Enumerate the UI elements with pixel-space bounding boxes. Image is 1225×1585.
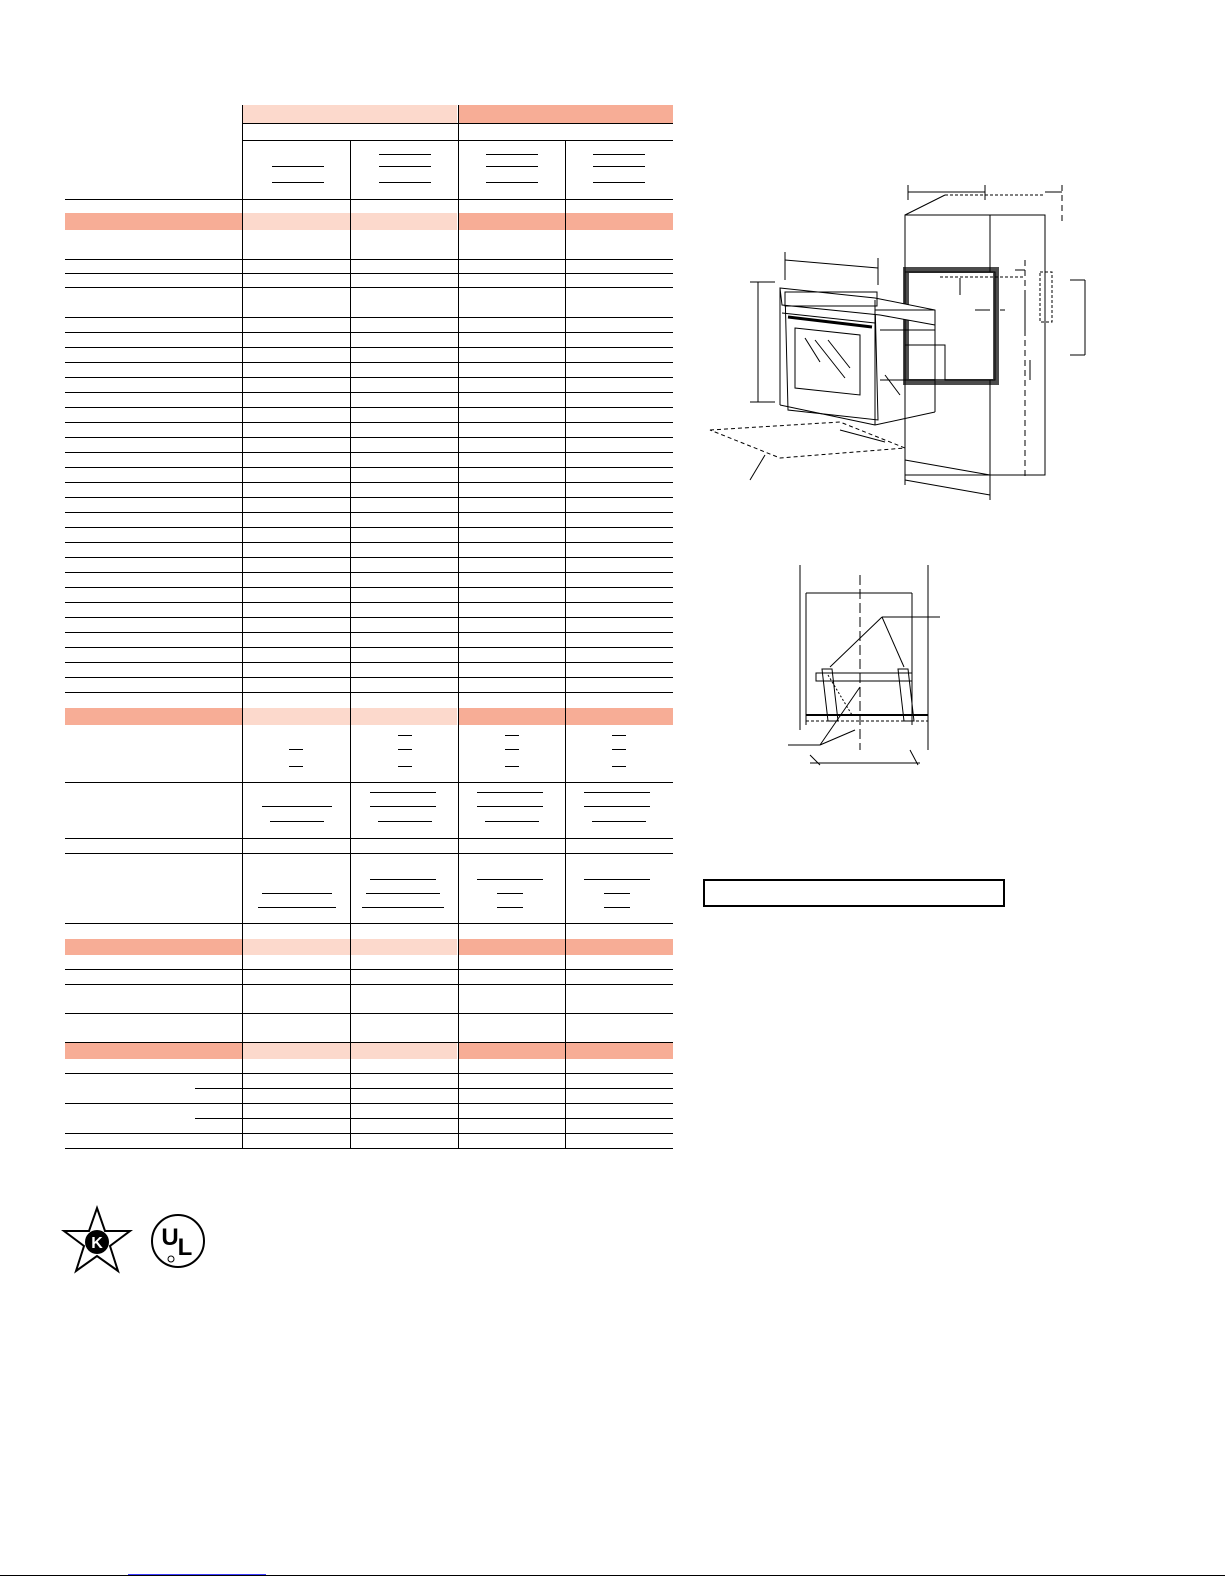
cabinet-installation-diagram bbox=[700, 180, 1100, 510]
section-band-4 bbox=[65, 1043, 242, 1059]
section-band-3 bbox=[65, 939, 242, 955]
note-box bbox=[703, 879, 1005, 907]
section-band-2 bbox=[65, 708, 242, 725]
footer-link[interactable] bbox=[128, 1574, 266, 1575]
column-group-band-right bbox=[459, 105, 673, 123]
cutout-side-view-diagram bbox=[780, 565, 960, 775]
section-band-1 bbox=[65, 213, 242, 230]
svg-text:U: U bbox=[161, 1224, 179, 1251]
footer-rule bbox=[0, 1575, 1225, 1576]
svg-text:L: L bbox=[177, 1234, 193, 1261]
column-group-band-left bbox=[243, 105, 457, 123]
star-k-logo bbox=[62, 1208, 132, 1273]
ul-listed-logo bbox=[150, 1213, 206, 1269]
svg-text:K: K bbox=[91, 1235, 103, 1252]
